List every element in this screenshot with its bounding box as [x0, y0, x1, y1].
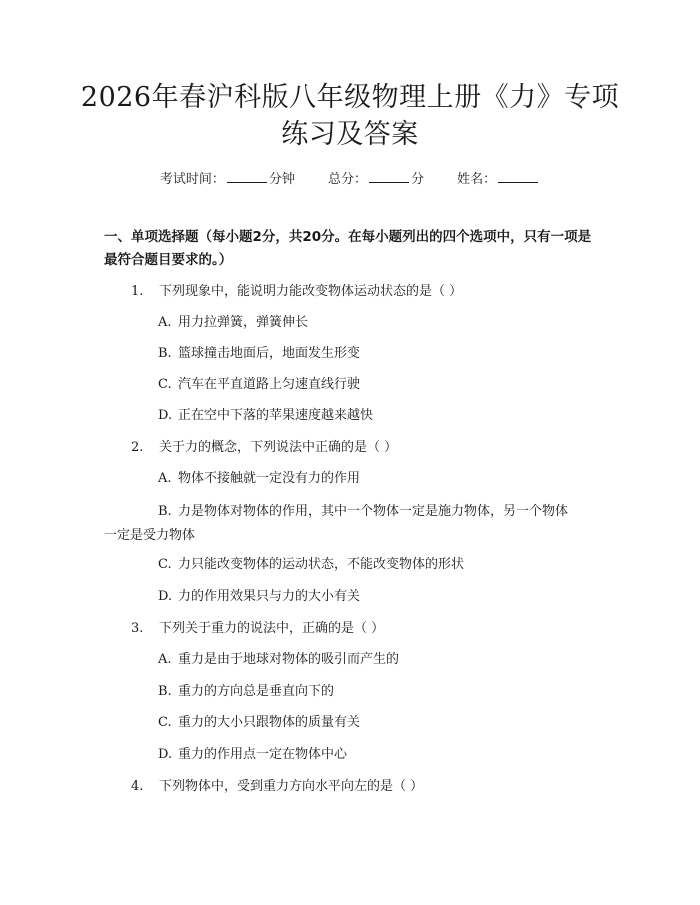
question-2 [131, 438, 397, 458]
name-label: 姓名： [457, 172, 497, 187]
section-heading-single-choice: 一、单项选择题（每小题2分，共20分。在每小题列出的四个选项中，只有一项是最符合题目要求的。） [104, 229, 592, 268]
option-label: C. [158, 715, 172, 730]
option-text: 用力拉弹簧，弹簧伸长 [178, 315, 309, 330]
option-label: C. [158, 557, 172, 572]
q1-option-c [158, 375, 360, 395]
option-text: 汽车在平直道路上匀速直线行驶 [178, 377, 361, 392]
option-text: 重力的大小只跟物体的质量有关 [178, 715, 361, 730]
option-text-line2: 一定是受力物体 [104, 528, 196, 543]
option-text: 重力是由于地球对物体的吸引而产生的 [178, 652, 400, 667]
q2-option-d [158, 587, 360, 607]
question-4 [131, 777, 423, 797]
q3-option-a [158, 650, 399, 670]
option-text: 篮球撞击地面后，地面发生形变 [178, 346, 361, 361]
option-label: A. [158, 315, 172, 330]
q3-option-c [158, 713, 360, 733]
question-number: 3. [131, 621, 144, 636]
option-label: A. [158, 652, 172, 667]
option-label: B. [158, 684, 172, 699]
question-number: 2. [131, 440, 144, 455]
q1-option-d [158, 406, 373, 426]
q1-option-a [158, 313, 308, 333]
q2-option-b [104, 500, 604, 548]
document-title-line2: 练习及答案 [281, 119, 419, 150]
document-title-line1: 2026年春沪科版八年级物理上册《力》专项 [80, 82, 620, 113]
option-label: B. [158, 504, 172, 519]
question-stem: 下列现象中，能说明力能改变物体运动状态的是（ ） [159, 284, 463, 299]
option-label: B. [158, 346, 172, 361]
question-1 [131, 282, 462, 302]
q3-option-d [158, 745, 347, 765]
score-label: 总分： [327, 172, 367, 187]
question-number: 1. [131, 284, 144, 299]
option-text: 物体不接触就一定没有力的作用 [178, 471, 361, 486]
score-blank [369, 170, 409, 183]
question-stem: 关于力的概念，下列说法中正确的是（ ） [159, 440, 398, 455]
option-label: C. [158, 377, 172, 392]
option-text: 力的作用效果只与力的大小有关 [178, 589, 361, 604]
time-unit: 分钟 [268, 172, 295, 187]
q1-option-b [158, 344, 360, 364]
score-unit: 分 [411, 172, 425, 187]
exam-meta [0, 168, 700, 187]
option-text: 力只能改变物体的运动状态，不能改变物体的形状 [178, 557, 465, 572]
question-stem: 下列关于重力的说法中，正确的是（ ） [159, 621, 385, 636]
time-label: 考试时间： [159, 172, 225, 187]
question-number: 4. [131, 779, 144, 794]
option-label: D. [158, 408, 173, 423]
option-text: 重力的作用点一定在物体中心 [178, 747, 348, 762]
option-text-line1: 力是物体对物体的作用，其中一个物体一定是施力物体，另一个物体 [178, 504, 569, 519]
option-label: D. [158, 747, 173, 762]
q2-option-c [158, 555, 464, 575]
option-label: D. [158, 589, 173, 604]
time-blank [227, 170, 267, 183]
option-text: 正在空中下落的苹果速度越来越快 [178, 408, 374, 423]
question-stem: 下列物体中，受到重力方向水平向左的是（ ） [159, 779, 424, 794]
question-3 [131, 619, 384, 639]
name-blank [498, 170, 538, 183]
q2-option-a [158, 469, 360, 489]
option-label: A. [158, 471, 172, 486]
option-text: 重力的方向总是垂直向下的 [178, 684, 335, 699]
q3-option-b [158, 682, 334, 702]
